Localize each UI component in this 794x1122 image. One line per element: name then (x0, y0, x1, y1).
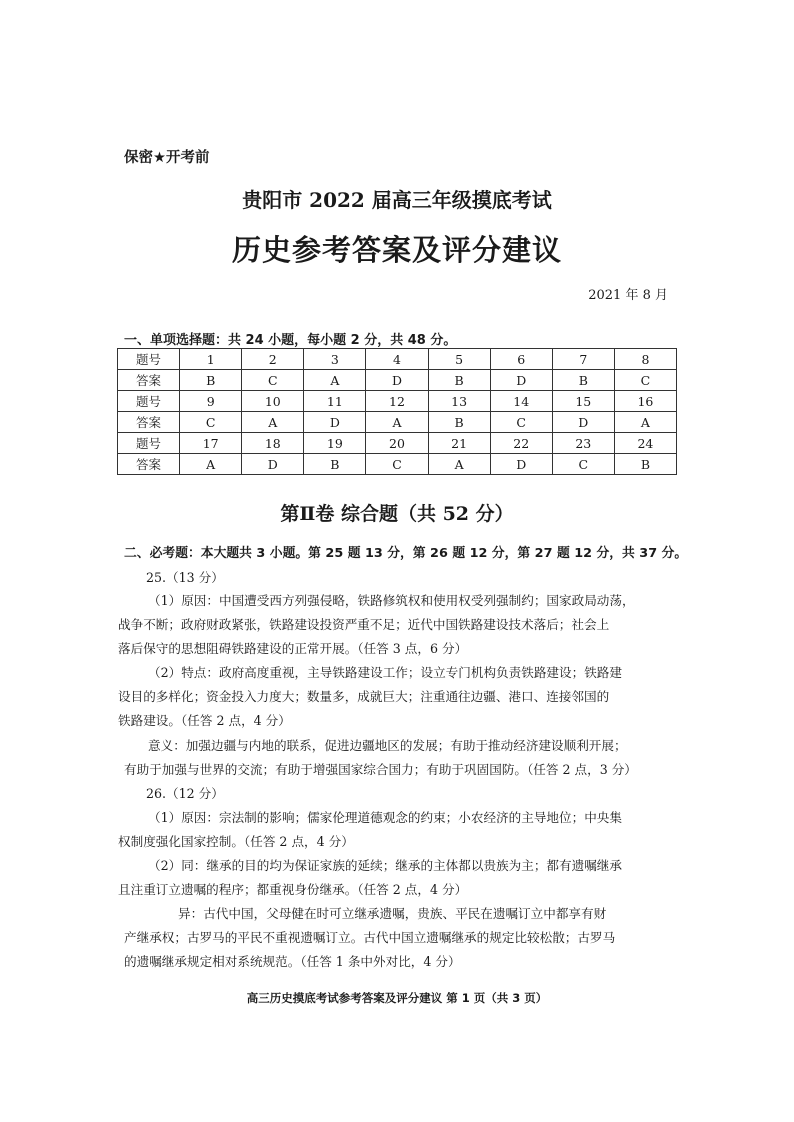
q25-number: 25.（13 分） (146, 570, 224, 585)
q26-p1-line2: 权制度强化国家控制。（任答 2 点，4 分） (118, 834, 354, 849)
question-number-cell: 9 (180, 391, 242, 412)
row-label-cell: 题号 (118, 391, 180, 412)
question-number-cell: 6 (490, 349, 552, 370)
q25-p1-line3: 落后保守的思想阻碍铁路建设的正常开展。（任答 3 点，6 分） (118, 641, 468, 656)
question-number-cell: 1 (180, 349, 242, 370)
question-number-cell: 10 (242, 391, 304, 412)
q26-p2-line2: 且注重订立遗嘱的程序；都重视身份继承。（任答 2 点，4 分） (118, 882, 468, 897)
section-2-heading: 二、必考题：本大题共 3 小题。第 25 题 13 分，第 26 题 12 分，第 27 题 12 分，共 37 分。 (124, 546, 688, 561)
q26-p3-line3: 的遗嘱继承规定相对系统规范。（任答 1 条中外对比，4 分） (124, 954, 461, 969)
answer-cell: A (428, 454, 490, 475)
q26-p3-line2: 产继承权；古罗马的平民不重视遗嘱订立。古代中国立遗嘱继承的规定比较松散；古罗马 (124, 930, 616, 945)
answer-cell: B (304, 454, 366, 475)
exam-title: 贵阳市 2022 届高三年级摸底考试 (242, 188, 552, 212)
question-number-cell: 22 (490, 433, 552, 454)
answer-cell: C (614, 370, 676, 391)
q26-p1-line1: （1）原因：宗法制的影响；儒家伦理道德观念的约束；小农经济的主导地位；中央集 (148, 810, 622, 825)
row-label-cell: 题号 (118, 433, 180, 454)
document-date: 2021 年 8 月 (588, 288, 668, 303)
question-number-cell: 19 (304, 433, 366, 454)
answer-cell: A (242, 412, 304, 433)
answer-cell: D (490, 370, 552, 391)
question-number-cell: 14 (490, 391, 552, 412)
answer-cell: B (428, 412, 490, 433)
question-number-cell: 24 (614, 433, 676, 454)
q25-p2-line2: 设目的多样化；资金投入力度大；数量多，成就巨大；注重通往边疆、港口、连接邻国的 (118, 689, 610, 704)
answer-cell: C (552, 454, 614, 475)
answer-cell: B (614, 454, 676, 475)
question-number-cell: 23 (552, 433, 614, 454)
q25-p3-line1: 意义：加强边疆与内地的联系，促进边疆地区的发展；有助于推动经济建设顺利开展； (148, 738, 627, 753)
answer-table (117, 348, 677, 475)
question-number-cell: 12 (366, 391, 428, 412)
answer-cell: C (366, 454, 428, 475)
answer-cell: A (304, 370, 366, 391)
answer-cell: D (366, 370, 428, 391)
question-number-cell: 2 (242, 349, 304, 370)
answer-row (118, 454, 677, 475)
answer-cell: C (180, 412, 242, 433)
q26-p2-line1: （2）同：继承的目的均为保证家族的延续；继承的主体都以贵族为主；都有遗嘱继承 (148, 858, 622, 873)
confidential-label: 保密★开考前 (124, 150, 210, 166)
question-number-cell: 5 (428, 349, 490, 370)
answer-cell: A (180, 454, 242, 475)
question-number-cell: 8 (614, 349, 676, 370)
answer-cell: B (552, 370, 614, 391)
answer-cell: B (428, 370, 490, 391)
document-title: 历史参考答案及评分建议 (231, 233, 562, 267)
question-number-cell: 13 (428, 391, 490, 412)
answer-cell: C (490, 412, 552, 433)
answer-row (118, 412, 677, 433)
question-row (118, 349, 677, 370)
question-number-cell: 18 (242, 433, 304, 454)
question-number-cell: 3 (304, 349, 366, 370)
question-number-cell: 20 (366, 433, 428, 454)
part-2-title: 第Ⅱ卷 综合题（共 52 分） (280, 503, 514, 525)
answer-cell: D (490, 454, 552, 475)
answer-cell: B (180, 370, 242, 391)
row-label-cell: 答案 (118, 412, 180, 433)
row-label-cell: 答案 (118, 454, 180, 475)
q25-p1-line1: （1）原因：中国遭受西方列强侵略，铁路修筑权和使用权受列强制约；国家政局动荡， (148, 593, 635, 608)
question-number-cell: 16 (614, 391, 676, 412)
answer-cell: A (366, 412, 428, 433)
q25-p1-line2: 战争不断；政府财政紧张，铁路建设投资严重不足；近代中国铁路建设技术落后；社会上 (118, 617, 610, 632)
q25-p2-line1: （2）特点：政府高度重视，主导铁路建设工作；设立专门机构负责铁路建设；铁路建 (148, 665, 622, 680)
answer-cell: D (552, 412, 614, 433)
question-number-cell: 15 (552, 391, 614, 412)
question-row (118, 391, 677, 412)
row-label-cell: 答案 (118, 370, 180, 391)
question-number-cell: 7 (552, 349, 614, 370)
question-number-cell: 11 (304, 391, 366, 412)
row-label-cell: 题号 (118, 349, 180, 370)
question-number-cell: 17 (180, 433, 242, 454)
page-footer: 高三历史摸底考试参考答案及评分建议 第 1 页（共 3 页） (246, 991, 548, 1005)
q25-p3-line2: 有助于加强与世界的交流；有助于增强国家综合国力；有助于巩固国防。（任答 2 点，3 分） (124, 762, 637, 777)
answer-cell: A (614, 412, 676, 433)
question-row (118, 433, 677, 454)
answer-cell: C (242, 370, 304, 391)
q26-number: 26.（12 分） (146, 786, 224, 801)
question-number-cell: 21 (428, 433, 490, 454)
answer-cell: D (304, 412, 366, 433)
question-number-cell: 4 (366, 349, 428, 370)
q26-p3-line1: 异：古代中国，父母健在时可立继承遗嘱，贵族、平民在遗嘱订立中都享有财 (178, 906, 607, 921)
answer-cell: D (242, 454, 304, 475)
section-1-heading: 一、单项选择题：共 24 小题，每小题 2 分，共 48 分。 (124, 333, 457, 348)
answer-row (118, 370, 677, 391)
q25-p2-line3: 铁路建设。（任答 2 点，4 分） (118, 713, 291, 728)
